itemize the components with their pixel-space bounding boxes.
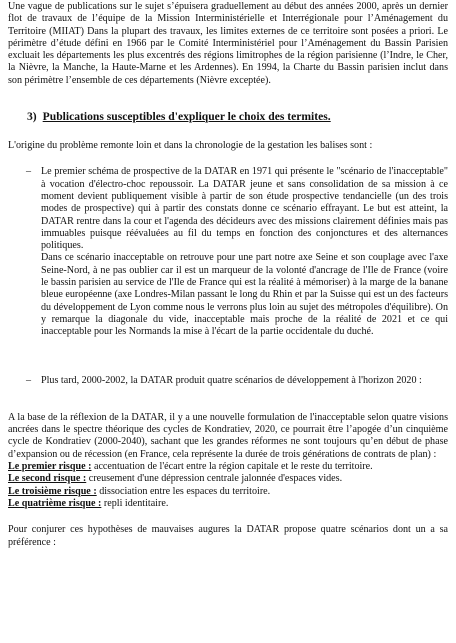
risk-label: Le premier risque :	[8, 461, 92, 473]
lead-paragraph: L'origine du problème remonte loin et dans la chronologie de la gestation les balises sont :	[8, 140, 373, 152]
risk-text: creusement d'une dépression centrale jalonnée d'espaces vides.	[86, 473, 343, 485]
section-heading	[27, 110, 448, 124]
analysis-paragraph: A la base de la réflexion de la DATAR, il y a une nouvelle formulation de l'inacceptable selon quatre visions ancrées dans le spectre théorique des cycles de Kondratiev, 2020, ce pourrait être l’apogée d’un cinquième cycle de Kondratiev (2000-2040), sachant que les grandes réformes ne sont toujours qu’en début de phase d’expansion ou de récession (en France, cela représente la durée de trois générations de contrats de plan) :	[8, 411, 448, 460]
bullet-item-1	[8, 166, 448, 338]
risk-item	[8, 486, 448, 498]
bullet-item-2	[8, 375, 448, 387]
bullet-1-paragraph-1: Le premier schéma de prospective de la DATAR en 1971 qui présente le "scénario de l'inacceptable" à vocation d'électro-choc repoussoir. La DATAR jeune et sans consolidation de sa mission à ce moment devient publiquement visible à partir de son étude prospective tendancielle (un des trois modes de prospective) qui à partir des constats donne ce scénario effrayant. Le but est atteint, la DATAR rentre dans la cour et l'agenda des décideurs avec des missions clairement définies mais pas immuables puisque réévaluées au fil du temps en fonction des conjonctures et des alternances politiques.	[41, 166, 448, 252]
risk-label: Le quatrième risque :	[8, 497, 102, 509]
bullet-1-paragraph-2: Dans ce scénario inacceptable on retrouve pour une part notre axe Seine et son couplage avec l'axe Seine-Nord, à ne pas oublier car il est un marqueur de la volonté d'ancrage de l'Ile de France (voire le bassin parisien au service de l'Ile de France qui est la réalité à mémoriser) à la marge de la banane bleue européenne (axe Londres-Milan passant le long du Rhin et par la Suisse qui est un des facteurs du développement de Lyon comme nous le verrons plus loin au sujet des métropoles d'équilibre). On y remarque la diagonale du vide, inacceptable mais proche de la réalité de 2021 et ce qui inacceptable pour les Normands la mise à l'écart de la partie occidentale du duché.	[41, 252, 448, 338]
risk-label: Le second risque :	[8, 473, 87, 485]
section-title: Publications susceptibles d'expliquer le choix des termites.	[42, 110, 331, 124]
closing-paragraph: Pour conjurer ces hypothèses de mauvaises augures la DATAR propose quatre scénarios dont un a sa préférence :	[8, 524, 448, 548]
risk-text: repli identitaire.	[101, 497, 169, 509]
risk-label: Le troisième risque :	[8, 485, 97, 497]
bullet-dash: –	[26, 166, 32, 178]
risk-text: dissociation entre les espaces du territoire.	[96, 485, 271, 497]
risk-item	[8, 461, 448, 473]
bullet-2-paragraph: Plus tard, 2000-2002, la DATAR produit quatre scénarios de développement à l'horizon 2020 :	[41, 374, 422, 386]
risk-item	[8, 498, 448, 510]
risk-list	[8, 461, 448, 510]
risk-text: accentuation de l'écart entre la région capitale et le reste du territoire.	[91, 461, 373, 473]
risk-item	[8, 473, 448, 485]
bullet-dash: –	[26, 374, 32, 386]
intro-paragraph: Une vague de publications sur le sujet s’épuisera graduellement au début des années 2000, après un dernier flot de travaux de l’équipe de la Mission Interministérielle et Interrégionale pour l’Aménagement du Territoire (MIIAT) Dans la plupart des travaux, les limites externes de ce territoire sont posées a priori. Le périmètre d’étude défini en 1966 par le Comité Interministériel pour l’Aménagement du Bassin Parisien excluait les départements les plus excentrés des régions limitrophes de la région parisienne (l’Indre, le Cher, la Nièvre, la Manche, la Haute-Marne et les Ardennes). En 1994, la Charte du Bassin parisien inclut dans son périmètre l’ensemble de ces départements (Nièvre exceptée).	[8, 1, 448, 86]
section-number: 3)	[27, 110, 37, 124]
